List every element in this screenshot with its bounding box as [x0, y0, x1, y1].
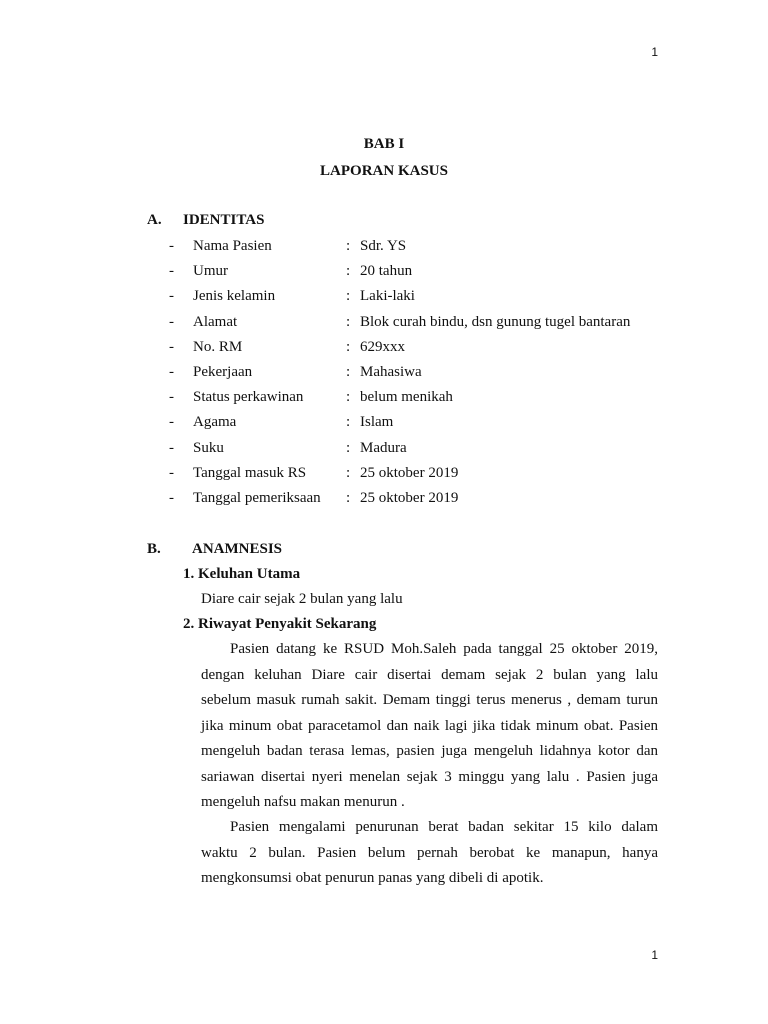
- keluhan-utama-text: Diare cair sejak 2 bulan yang lalu: [201, 591, 403, 607]
- identity-value: 25 oktober 2019: [360, 464, 459, 481]
- identity-dash: -: [169, 364, 174, 380]
- identity-row: [0, 414, 768, 436]
- identity-value: Sdr. YS: [360, 238, 407, 254]
- identity-label: Umur: [193, 263, 228, 280]
- identity-dash: -: [169, 389, 174, 406]
- identity-dash: -: [169, 490, 174, 506]
- identity-value: Islam: [360, 414, 394, 431]
- page-number-top: 1: [651, 45, 658, 59]
- identity-row: [0, 339, 768, 361]
- identity-dash: -: [169, 439, 174, 456]
- identity-row: [0, 389, 768, 411]
- identity-dash: -: [169, 338, 174, 355]
- identity-row: [0, 238, 768, 260]
- identity-value: Mahasiwa: [360, 364, 422, 380]
- identity-value: 629xxx: [360, 338, 405, 355]
- chapter-heading: BAB I: [363, 136, 405, 152]
- identity-label: Status perkawinan: [193, 389, 304, 406]
- identity-value: belum menikah: [360, 389, 453, 406]
- page-number-bottom: 1: [651, 948, 658, 962]
- identity-value: Laki-laki: [360, 288, 415, 305]
- identity-dash: -: [169, 313, 174, 330]
- identity-value: Blok curah bindu, dsn gunung tugel bantaran: [360, 313, 631, 330]
- paragraph-line: mengeluh nafsu makan menurun .: [201, 794, 405, 810]
- identity-colon: :: [346, 364, 351, 380]
- identity-row: [0, 288, 768, 310]
- section-b-letter: B.: [147, 541, 161, 557]
- identity-value: 25 oktober 2019: [360, 490, 459, 506]
- identity-dash: -: [169, 263, 174, 280]
- paragraph-line: waktu 2 bulan. Pasien belum pernah berobat ke manapun, hanya: [201, 844, 658, 861]
- identity-label: Tanggal masuk RS: [193, 464, 307, 481]
- riwayat-paragraph-1: [201, 637, 658, 816]
- identity-colon: :: [346, 490, 351, 506]
- paragraph-line: Pasien mengalami penurunan berat badan sekitar 15 kilo dalam: [230, 819, 658, 835]
- identity-colon: :: [346, 288, 351, 305]
- paragraph-line: mengeluh badan terasa lemas, pasien juga mengeluh lidahnya kotor dan: [201, 743, 658, 759]
- identity-colon: :: [346, 389, 351, 406]
- document-title: LAPORAN KASUS: [320, 163, 448, 179]
- identity-value: 20 tahun: [360, 263, 413, 280]
- identity-row: [0, 490, 768, 512]
- identity-dash: -: [169, 238, 174, 254]
- section-a-title: IDENTITAS: [183, 212, 265, 228]
- identity-dash: -: [169, 414, 174, 431]
- paragraph-line: sebelum masuk rumah sakit. Demam tinggi terus menerus , demam turun: [201, 692, 658, 708]
- subsection-riwayat-penyakit: 2. Riwayat Penyakit Sekarang: [183, 616, 377, 632]
- identity-dash: -: [169, 464, 174, 481]
- paragraph-line: dengan keluhan Diare cair disertai demam sejak 2 bulan yang lalu: [201, 666, 658, 683]
- identity-label: Alamat: [193, 313, 238, 330]
- section-b-title: ANAMNESIS: [192, 541, 283, 557]
- identity-row: [0, 263, 768, 285]
- identity-label: No. RM: [193, 338, 243, 355]
- identity-colon: :: [346, 313, 351, 330]
- identity-dash: -: [169, 288, 174, 305]
- paragraph-line: jika minum obat paracetamol dan naik lagi jika tidak minum obat. Pasien: [201, 717, 658, 734]
- identity-label: Tanggal pemeriksaan: [193, 490, 321, 506]
- identity-row: [0, 465, 768, 487]
- identity-label: Pekerjaan: [193, 364, 253, 380]
- identity-label: Nama Pasien: [193, 238, 272, 254]
- subsection-keluhan-utama: 1. Keluhan Utama: [183, 566, 301, 582]
- identity-label: Suku: [193, 439, 224, 456]
- identity-colon: :: [346, 439, 351, 456]
- section-a-letter: A.: [147, 212, 162, 228]
- identity-colon: :: [346, 414, 351, 431]
- identity-row: [0, 314, 768, 336]
- identity-colon: :: [346, 338, 351, 355]
- identity-colon: :: [346, 238, 351, 254]
- paragraph-line: Pasien datang ke RSUD Moh.Saleh pada tanggal 25 oktober 2019,: [230, 641, 658, 657]
- paragraph-line: mengkonsumsi obat penurun panas yang dibeli di apotik.: [201, 870, 544, 886]
- paragraph-line: sariawan disertai nyeri menelan sejak 3 minggu yang lalu . Pasien juga: [201, 768, 658, 785]
- identity-colon: :: [346, 464, 351, 481]
- identity-label: Jenis kelamin: [193, 288, 276, 305]
- identity-value: Madura: [360, 439, 407, 456]
- riwayat-paragraph-2: [201, 815, 658, 892]
- identity-label: Agama: [193, 414, 237, 431]
- identity-row: [0, 440, 768, 462]
- identity-colon: :: [346, 263, 351, 280]
- identity-row: [0, 364, 768, 386]
